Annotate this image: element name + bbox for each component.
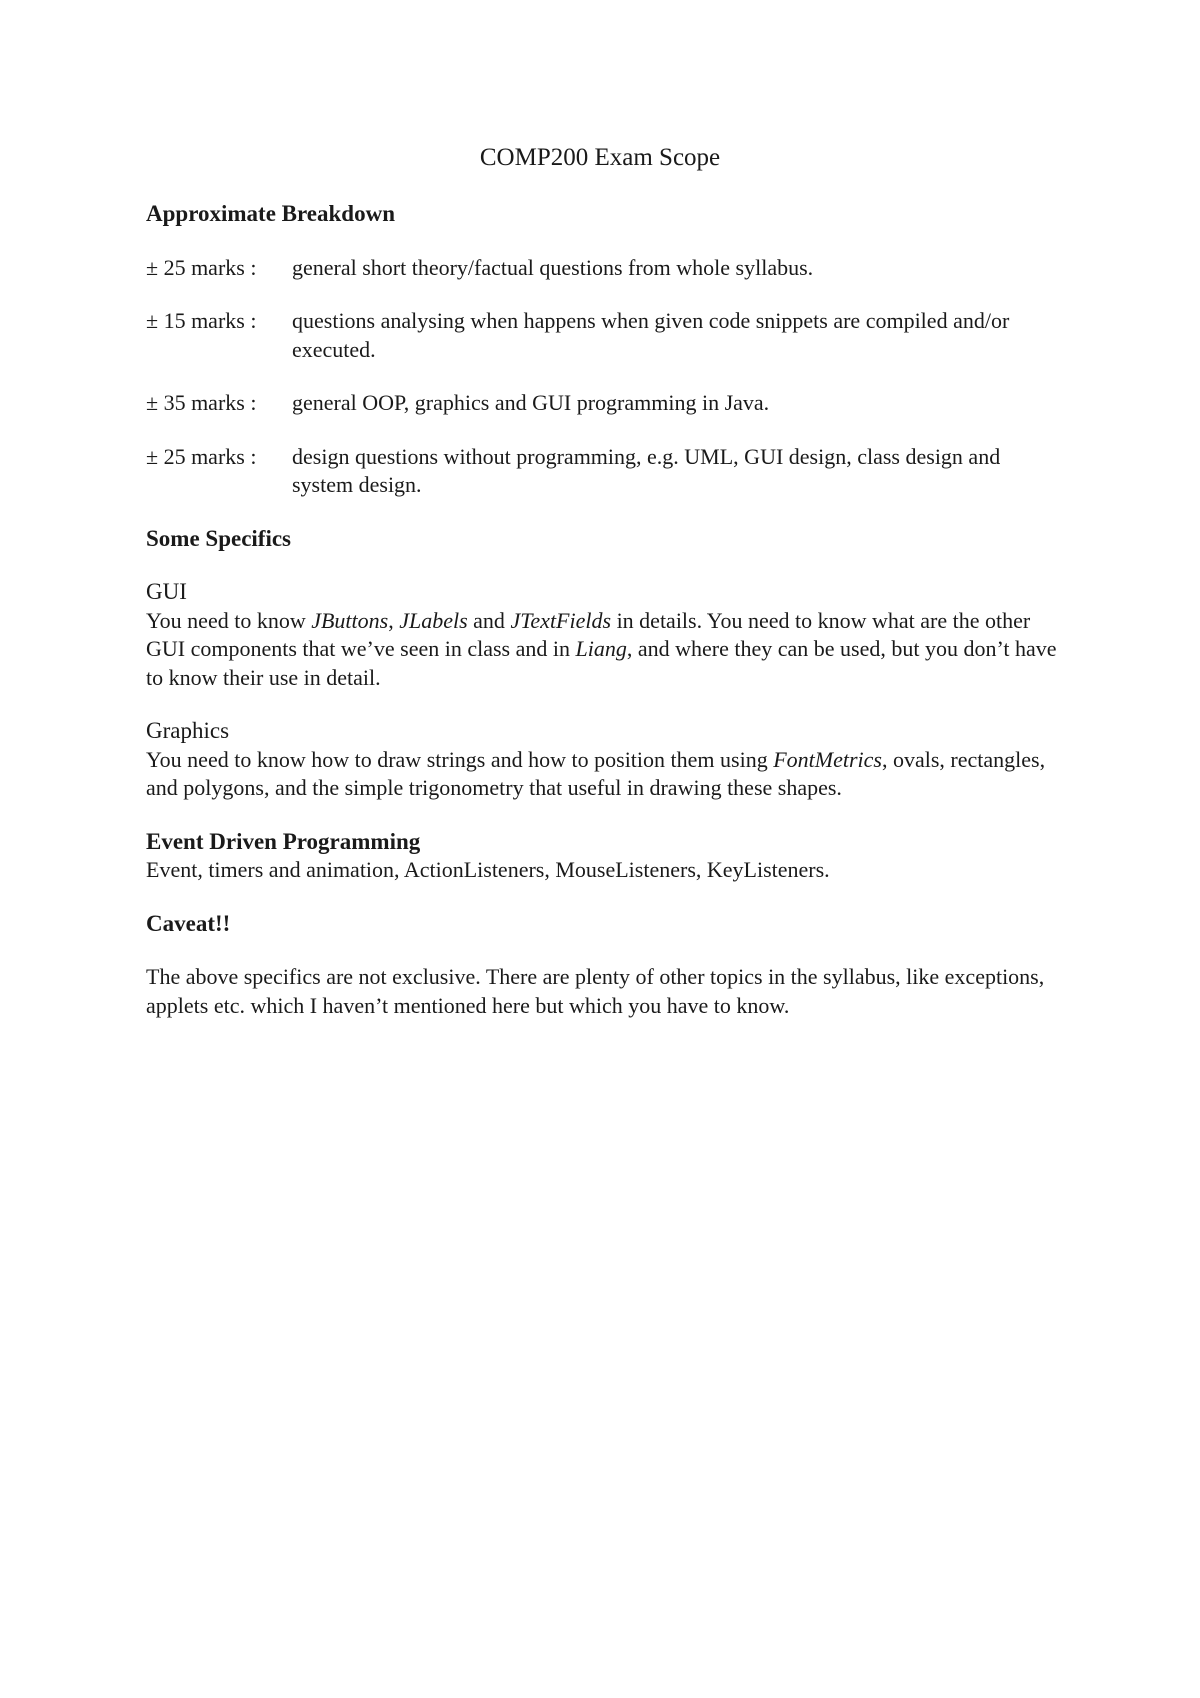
events-paragraph: Event, timers and animation, ActionListeners, MouseListeners, KeyListeners. [146, 857, 830, 882]
events-heading: Event Driven Programming [146, 828, 421, 854]
caveat-heading: Caveat!! [146, 910, 231, 936]
document-body [146, 200, 1066, 1020]
graphics-heading: Graphics [146, 718, 230, 743]
caveat-paragraph: The above specifics are not exclusive. There are plenty of other topics in the syllabus, like exceptions, applets etc. which I haven’t mentioned here but which you have to know. [146, 964, 1045, 1018]
breakdown-marks: ± 25 marks : [146, 443, 257, 469]
breakdown-heading: Approximate Breakdown [146, 201, 395, 226]
breakdown-item [146, 389, 1066, 418]
specifics-heading: Some Specifics [146, 525, 292, 551]
document-title: COMP200 Exam Scope [479, 144, 721, 171]
breakdown-item [146, 254, 1066, 283]
breakdown-item [146, 443, 1066, 500]
breakdown-marks: ± 35 marks : [146, 390, 257, 415]
breakdown-marks: ± 15 marks : [146, 308, 257, 333]
breakdown-item [146, 307, 1066, 364]
breakdown-description: design questions without programming, e.g. UML, GUI design, class design and system design. [292, 443, 1001, 497]
breakdown-description: general OOP, graphics and GUI programming in Java. [292, 390, 770, 415]
breakdown-description: general short theory/factual questions from whole syllabus. [292, 254, 814, 280]
breakdown-description: questions analysing when happens when given code snippets are compiled and/or executed. [292, 308, 1010, 362]
gui-paragraph: You need to know JButtons, JLabels and JTextFields in details. You need to know what are the other GUI components that we’ve seen in class and in Liang, and where they can be used, but you don’t have to know their use in detail. [146, 607, 1057, 690]
gui-heading: GUI [146, 579, 187, 604]
breakdown-marks: ± 25 marks : [146, 254, 257, 280]
graphics-paragraph: You need to know how to draw strings and how to position them using FontMetrics, ovals, rectangles, and polygons, and the simple trigonometry that useful in drawing these shapes. [146, 746, 1046, 800]
